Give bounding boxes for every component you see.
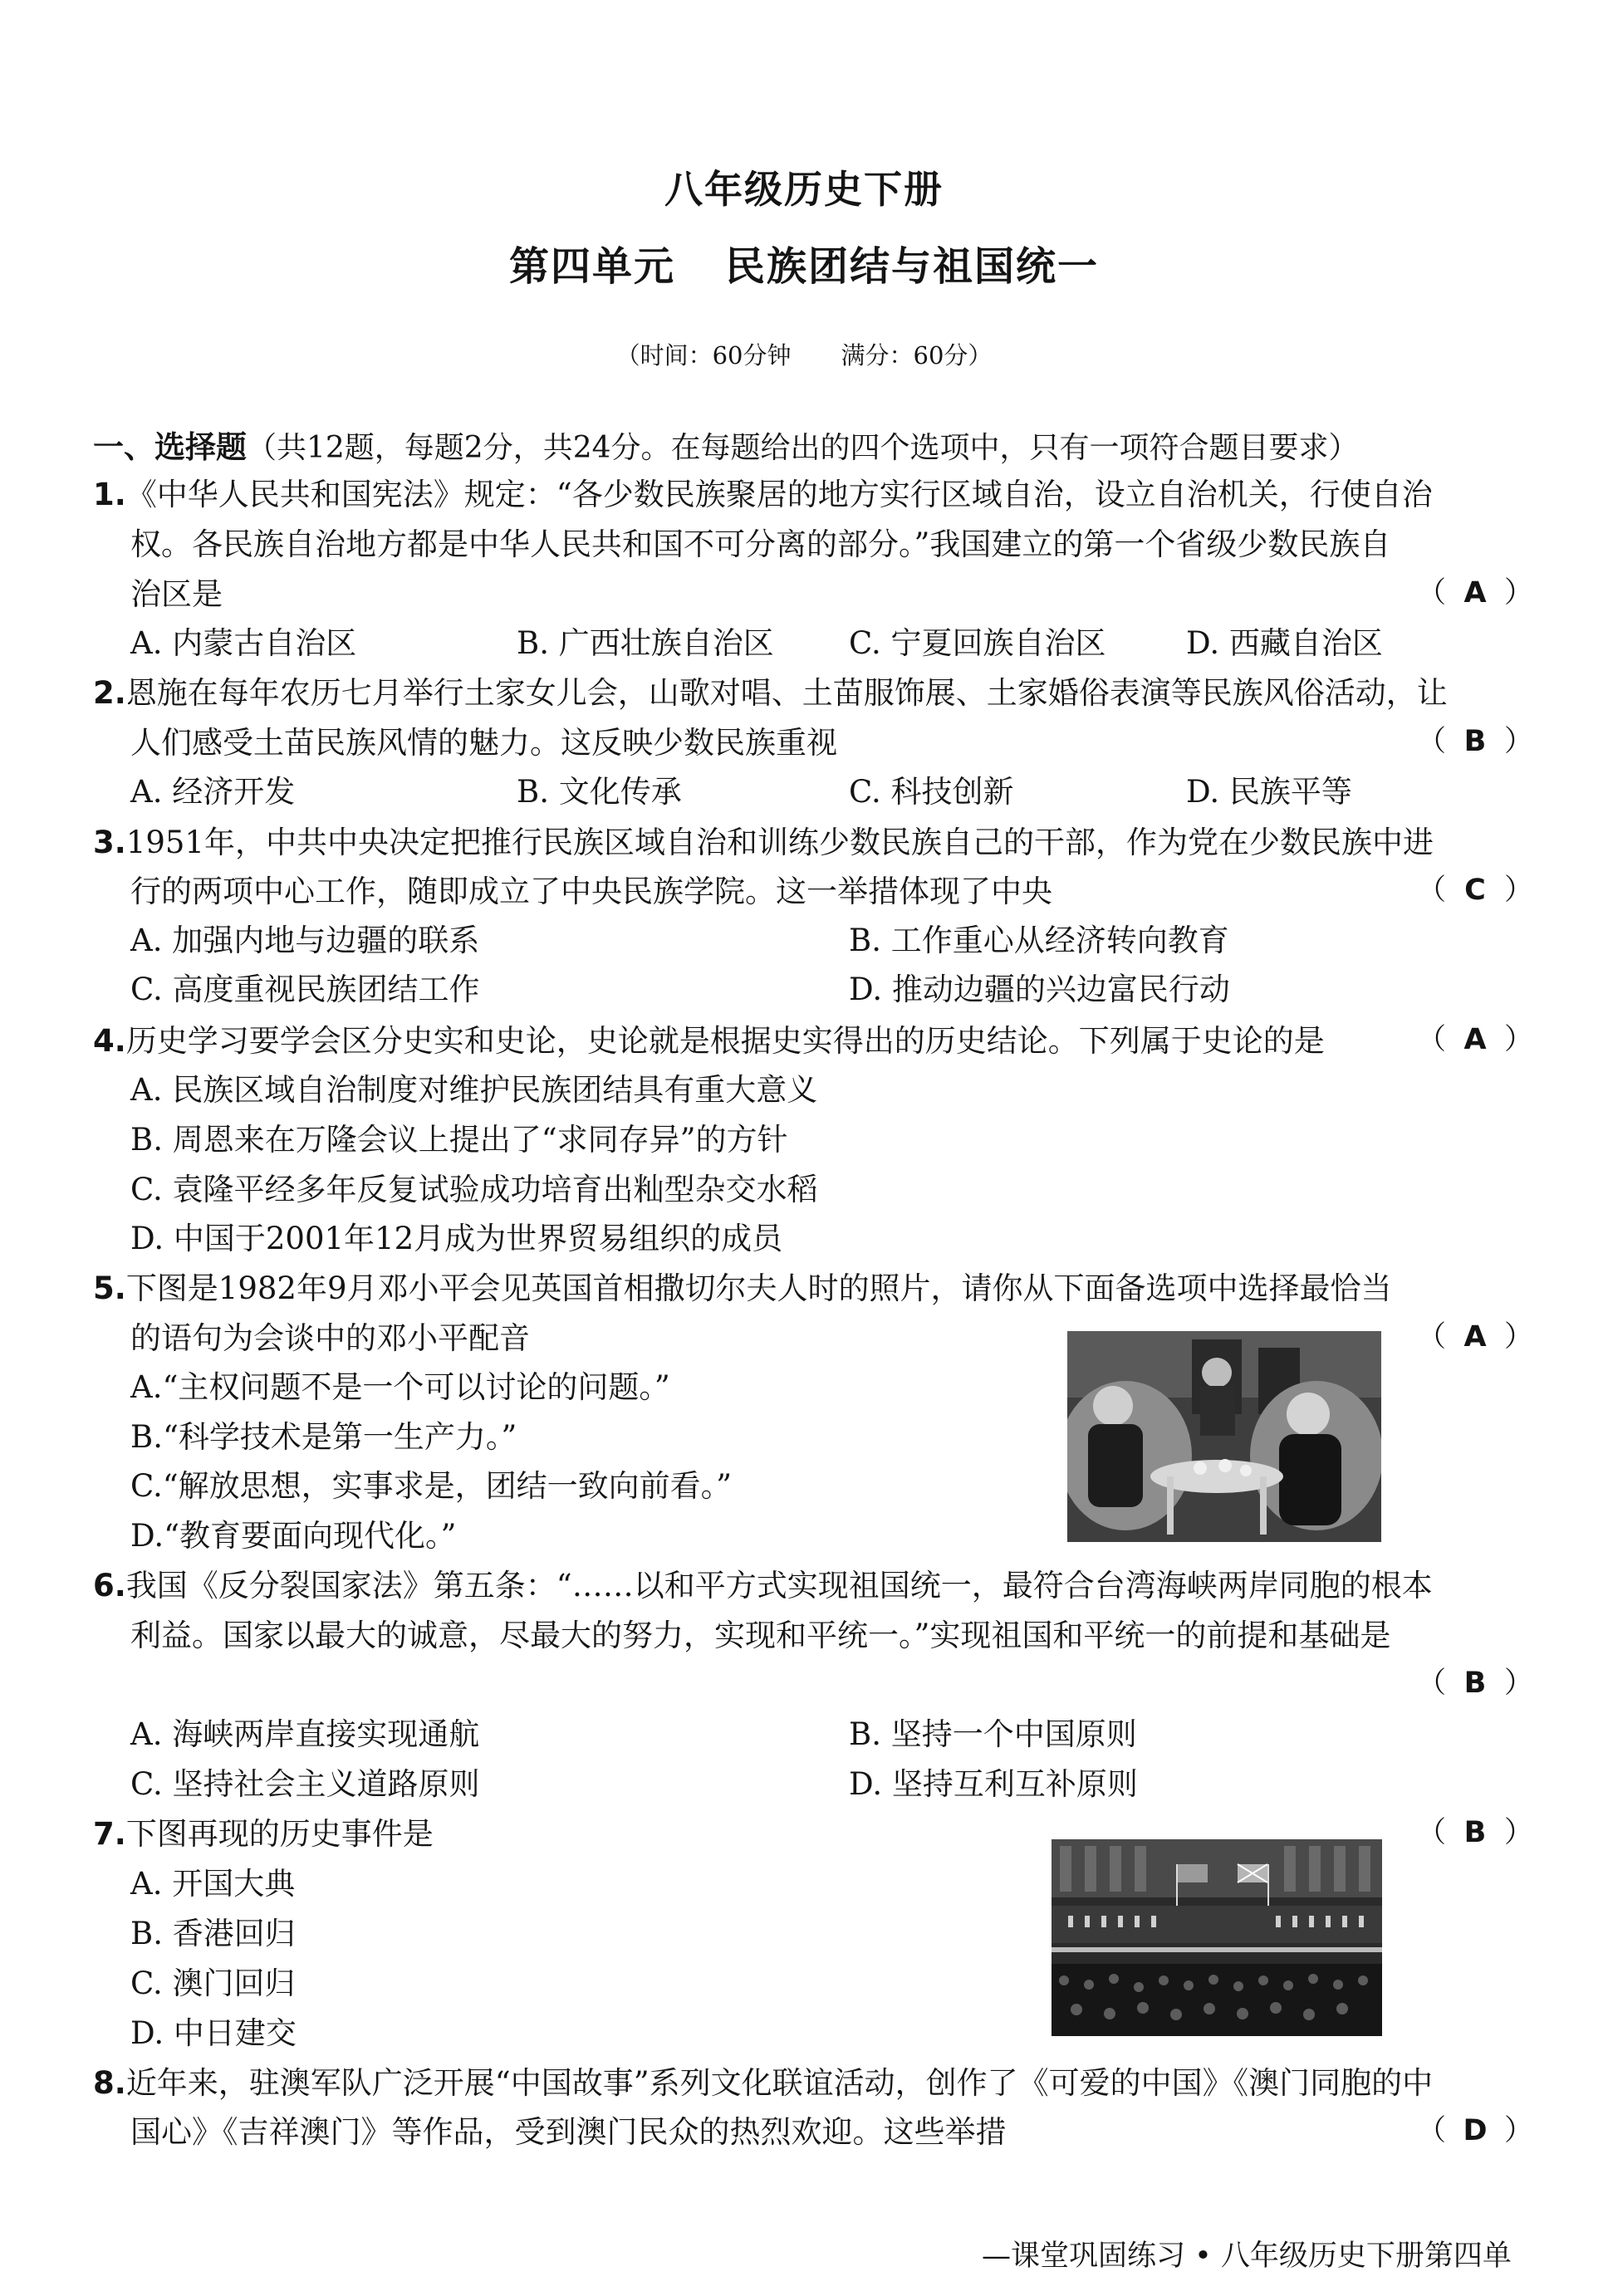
option-c: C. 科技创新	[849, 774, 1014, 810]
section-note: （共12题，每题2分，共24分。在每题给出的四个选项中，只有一项符合题目要求）	[247, 431, 1359, 465]
option-a: A.“主权问题不是一个可以讨论的问题。”	[130, 1369, 670, 1405]
answer: A	[1463, 1320, 1487, 1354]
answer: B	[1463, 1816, 1487, 1849]
option-b: B. 文化传承	[517, 774, 682, 810]
question-number: 8.	[93, 2065, 126, 2101]
question-text: 下图是1982年9月邓小平会见英国首相撒切尔夫人时的照片，请你从下面备选项中选择最恰当	[125, 1270, 1392, 1306]
question-number: 3.	[93, 825, 126, 860]
answer-box: （ A ）	[1417, 576, 1534, 609]
question-5-line-2: 的语句为会谈中的邓小平配音	[130, 1320, 530, 1356]
answer: C	[1464, 874, 1486, 907]
option-b: B. 香港回归	[130, 1916, 296, 1951]
option-d: D. 坚持互利互补原则	[849, 1766, 1138, 1802]
option-c: C. 袁隆平经多年反复试验成功培育出籼型杂交水稻	[130, 1172, 818, 1207]
option-c: C. 宁夏回族自治区	[849, 625, 1106, 661]
option-d: D. 中国于2001年12月成为世界贸易组织的成员	[130, 1221, 783, 1256]
question-text: 我国《反分裂国家法》第五条：“……以和平方式实现祖国统一，最符合台湾海峡两岸同胞的根本	[125, 1568, 1433, 1603]
option-b: B.“科学技术是第一生产力。”	[130, 1419, 517, 1455]
book-title: 八年级历史下册	[664, 167, 944, 212]
option-d: D. 西藏自治区	[1186, 625, 1383, 661]
question-5-line-1	[93, 1270, 1392, 1306]
option-c: C. 高度重视民族团结工作	[130, 972, 480, 1007]
question-text: 历史学习要学会区分史实和史论，史论就是根据史实得出的历史结论。下列属于史论的是	[125, 1023, 1325, 1059]
question-number: 6.	[93, 1568, 126, 1603]
question-number: 7.	[93, 1816, 126, 1852]
answer: A	[1463, 576, 1487, 609]
question-number: 2.	[93, 675, 126, 711]
answer-box: （ B ）	[1417, 1667, 1534, 1700]
page-footer: —课堂巩固练习 • 八年级历史下册第四单	[982, 2240, 1512, 2273]
question-7-line-1	[93, 1816, 434, 1852]
option-c: C.“解放思想，实事求是，团结一致向前看。”	[130, 1468, 733, 1504]
question-8-line-1	[93, 2065, 1434, 2101]
question-number: 4.	[93, 1023, 126, 1059]
option-a: A. 民族区域自治制度对维护民族团结具有重大意义	[130, 1072, 818, 1108]
question-4-line-1	[93, 1023, 1325, 1059]
handover-photo-image	[1052, 1839, 1382, 2036]
option-d: D.“教育要面向现代化。”	[130, 1518, 457, 1554]
option-d: D. 推动边疆的兴边富民行动	[849, 972, 1230, 1007]
answer: D	[1463, 2114, 1488, 2147]
meeting-photo-image	[1067, 1331, 1381, 1542]
answer-box: （ A ）	[1417, 1023, 1534, 1056]
answer-box: （ A ）	[1417, 1320, 1534, 1354]
answer-box: （ B ）	[1417, 725, 1534, 758]
answer: A	[1463, 1023, 1487, 1056]
handover-photo	[1052, 1839, 1382, 2036]
option-a: A. 开国大典	[130, 1866, 296, 1902]
section-heading	[93, 429, 1359, 465]
answer-box: （ B ）	[1417, 1816, 1534, 1849]
section-label: 一、选择题	[93, 429, 247, 465]
option-a: A. 经济开发	[130, 774, 296, 810]
question-text: 恩施在每年农历七月举行土家女儿会，山歌对唱、土苗服饰展、土家婚俗表演等民族风俗活动，让	[125, 675, 1448, 711]
question-6-line-1	[93, 1570, 1433, 1601]
question-1-line-2: 权。各民族自治地方都是中华人民共和国不可分离的部分。”我国建立的第一个省级少数民族自	[130, 526, 1391, 562]
question-3-line-1	[93, 827, 1434, 858]
unit-name: 民族团结与祖国统一	[725, 243, 1100, 290]
question-1-line-3: 治区是	[130, 576, 223, 612]
time-limit: （时间：60分钟	[615, 341, 792, 370]
option-b: B. 工作重心从经济转向教育	[849, 923, 1229, 958]
question-text: 近年来，驻澳军队广泛开展“中国故事”系列文化联谊活动，创作了《可爱的中国》《澳门同胞的中	[125, 2065, 1434, 2101]
option-b: B. 周恩来在万隆会议上提出了“求同存异”的方针	[130, 1122, 788, 1158]
question-2-line-1	[93, 675, 1448, 711]
unit-title	[0, 234, 1608, 291]
answer-box: （ C ）	[1417, 874, 1534, 907]
option-c: C. 澳门回归	[130, 1966, 296, 2001]
question-text: 1951年，中共中央决定把推行民族区域自治和训练少数民族自己的干部，作为党在少数民族中进	[125, 825, 1434, 860]
exam-meta	[0, 337, 1608, 371]
option-a: A. 内蒙古自治区	[130, 625, 357, 661]
question-number: 1.	[93, 477, 126, 512]
option-a: A. 海峡两岸直接实现通航	[130, 1716, 480, 1752]
question-number: 5.	[93, 1270, 126, 1306]
option-b: B. 坚持一个中国原则	[849, 1716, 1137, 1752]
question-8-line-2: 国心》《吉祥澳门》等作品，受到澳门民众的热烈欢迎。这些举措	[130, 2114, 1007, 2150]
meeting-photo	[1067, 1331, 1381, 1542]
option-b: B. 广西壮族自治区	[517, 625, 774, 661]
full-score: 满分：60分）	[841, 341, 993, 370]
answer: B	[1463, 1667, 1487, 1700]
question-1-line-1	[93, 479, 1433, 510]
unit-number: 第四单元	[508, 243, 675, 290]
question-6-line-2: 利益。国家以最大的诚意，尽最大的努力，实现和平统一。”实现祖国和平统一的前提和基础是	[130, 1618, 1391, 1653]
question-2-line-2: 人们感受土苗民族风情的魅力。这反映少数民族重视	[130, 725, 837, 761]
question-text: 《中华人民共和国宪法》规定：“各少数民族聚居的地方实行区域自治，设立自治机关，行使自治	[125, 477, 1433, 512]
question-3-line-2: 行的两项中心工作，随即成立了中央民族学院。这一举措体现了中央	[130, 874, 1052, 909]
option-a: A. 加强内地与边疆的联系	[130, 923, 480, 958]
option-c: C. 坚持社会主义道路原则	[130, 1766, 480, 1802]
option-d: D. 中日建交	[130, 2015, 297, 2051]
answer: B	[1463, 725, 1487, 758]
question-text: 下图再现的历史事件是	[125, 1816, 434, 1852]
answer-box: （ D ）	[1417, 2114, 1534, 2147]
option-d: D. 民族平等	[1186, 774, 1352, 810]
